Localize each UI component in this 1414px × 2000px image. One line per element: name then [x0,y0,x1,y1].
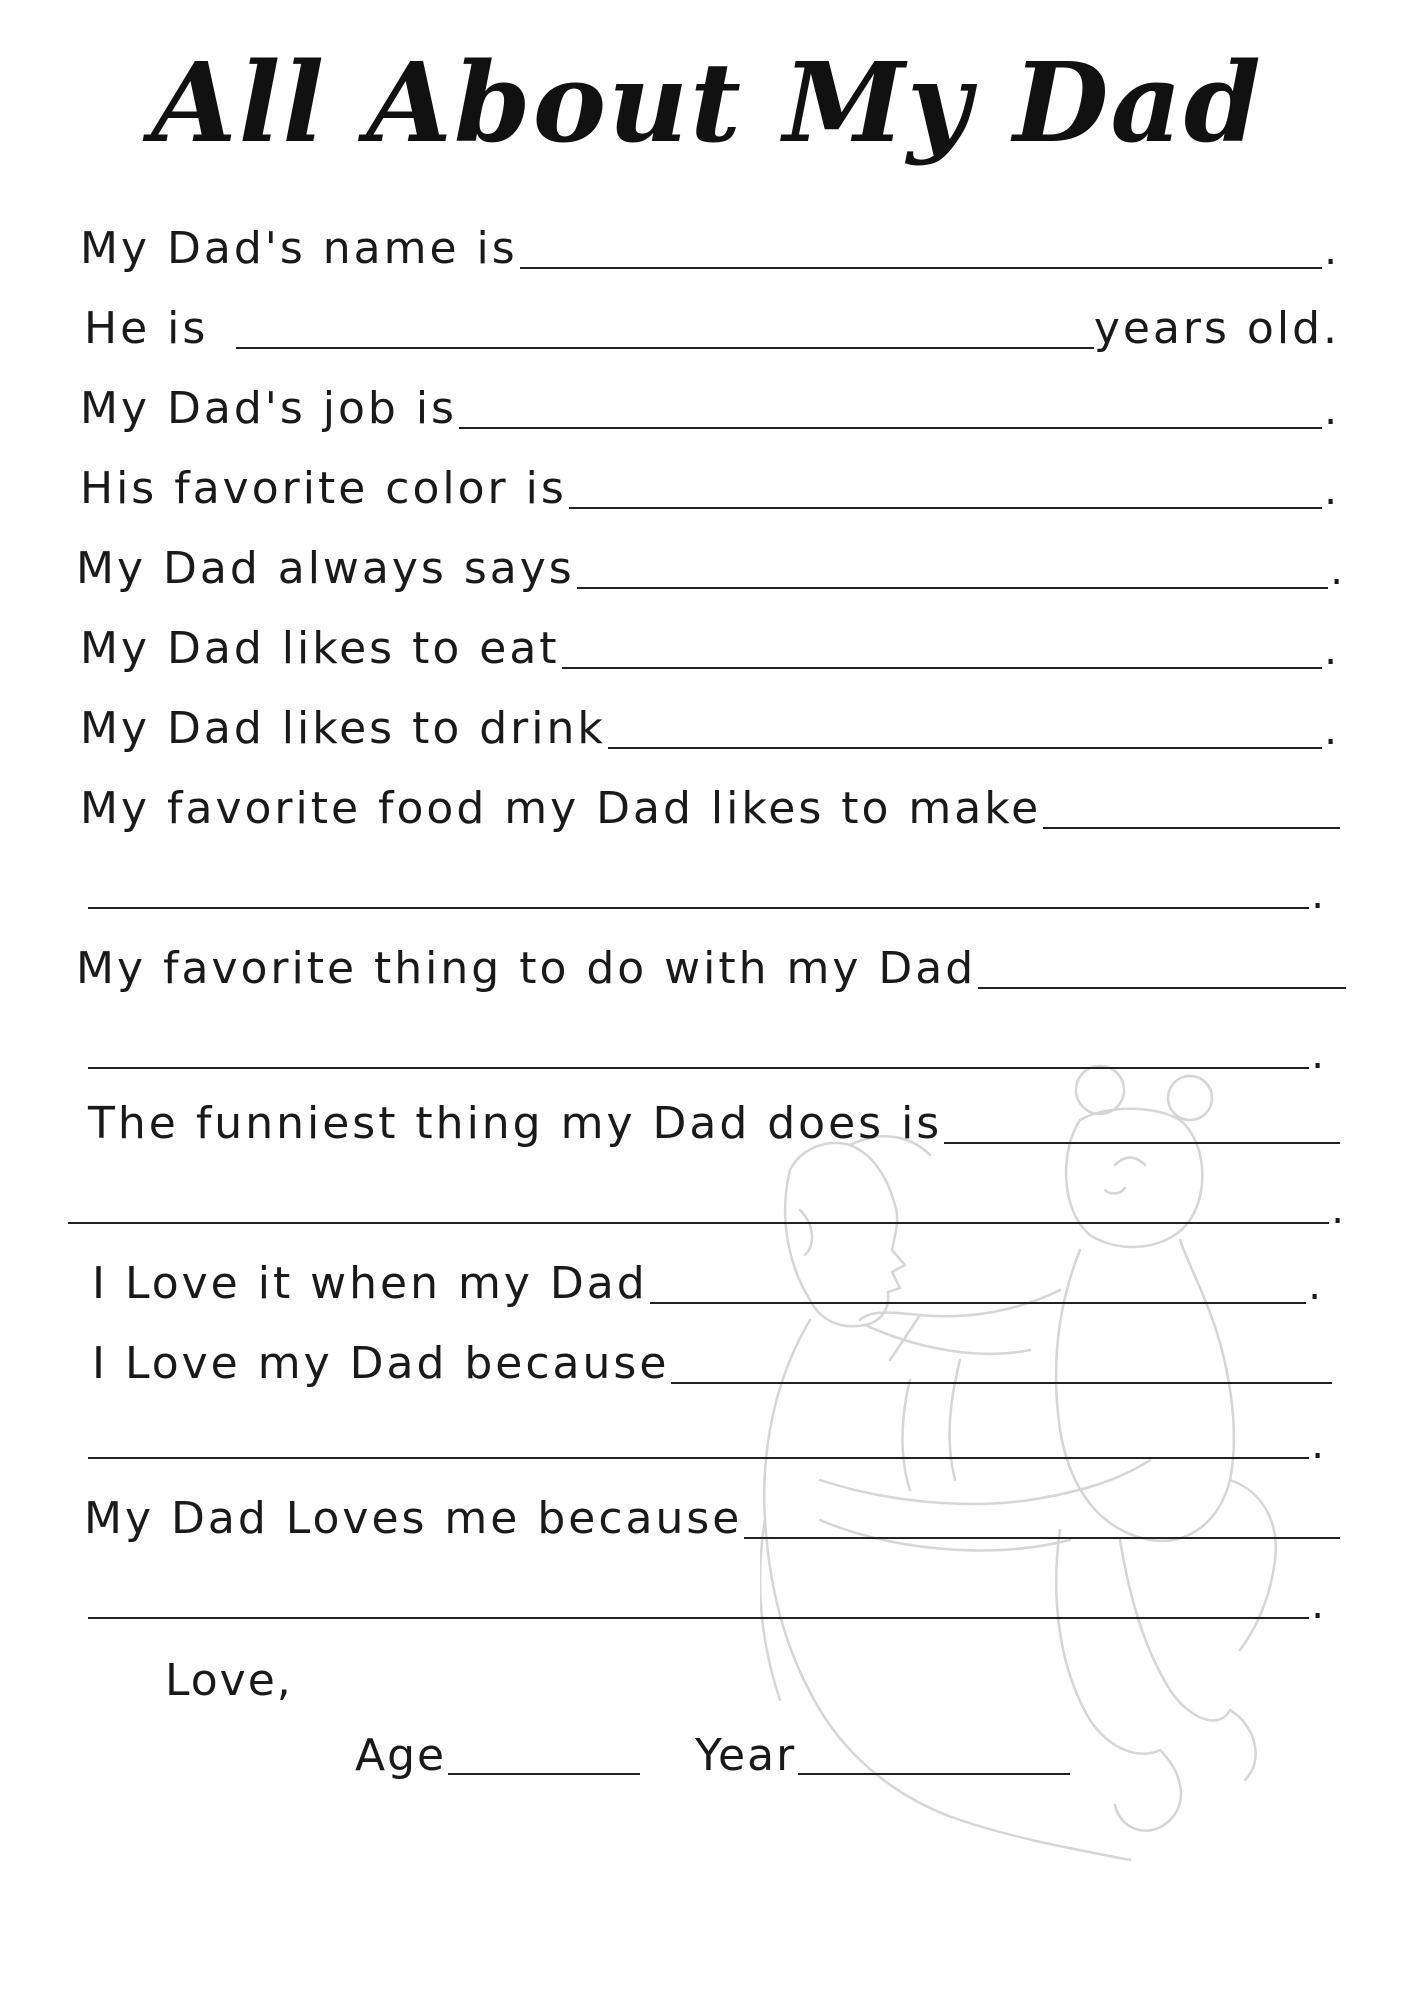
period: . [1308,1263,1324,1309]
dad-name-field[interactable] [80,215,1340,275]
dad-job-label: My Dad's job is [80,383,457,434]
favorite-color-blank[interactable] [569,505,1323,509]
loves-me-continuation[interactable] [88,1582,1324,1628]
dad-job-blank[interactable] [459,425,1322,429]
age-field[interactable] [355,1725,640,1785]
always-says-label: My Dad always says [76,543,575,594]
love-because-field[interactable] [92,1330,1332,1390]
likes-to-drink-label: My Dad likes to drink [80,703,606,754]
period: . [1311,872,1324,918]
age-blank[interactable] [448,1771,640,1775]
dad-name-label: My Dad's name is [80,223,518,274]
favorite-color-field[interactable] [80,455,1340,515]
love-signoff: Love, [165,1655,293,1706]
period: . [1324,628,1340,674]
period: . [1330,548,1346,594]
loves-me-label: My Dad Loves me because [84,1493,743,1544]
likes-to-eat-label: My Dad likes to eat [80,623,560,674]
food-make-label: My favorite food my Dad likes to make [80,783,1042,834]
always-says-blank[interactable] [577,585,1329,589]
period: . [1311,1422,1324,1468]
thing-do-label: My favorite thing to do with my Dad [76,943,977,994]
period: . [1324,388,1340,434]
period: . [1311,1032,1324,1078]
food-make-field[interactable] [80,775,1340,835]
likes-to-drink-field[interactable] [80,695,1340,755]
year-field[interactable] [695,1725,1070,1785]
loves-me-field[interactable] [84,1485,1340,1545]
love-because-blank[interactable] [671,1380,1332,1384]
likes-to-eat-blank[interactable] [562,665,1323,669]
dad-age-label: He is [84,303,209,354]
period: . [1324,708,1340,754]
dad-age-blank[interactable] [236,345,1094,349]
dad-age-field[interactable] [84,295,1340,355]
period: . [1311,1582,1324,1628]
thing-do-blank[interactable] [978,985,1346,989]
food-make-continuation[interactable] [88,872,1324,918]
thing-do-blank-2[interactable] [88,1065,1309,1069]
thing-do-continuation[interactable] [88,1032,1324,1078]
love-because-label: I Love my Dad because [92,1338,670,1389]
period: . [1324,228,1340,274]
love-when-label: I Love it when my Dad [92,1258,648,1309]
love-because-blank-2[interactable] [88,1455,1309,1459]
year-blank[interactable] [798,1771,1070,1775]
age-label: Age [355,1730,447,1781]
loves-me-blank[interactable] [744,1535,1340,1539]
food-make-blank-2[interactable] [88,905,1309,909]
dad-job-field[interactable] [80,375,1340,435]
dad-age-suffix: years old. [1093,303,1340,354]
dad-name-blank[interactable] [520,265,1323,269]
food-make-blank[interactable] [1043,825,1340,829]
funniest-blank[interactable] [944,1140,1340,1144]
year-label: Year [695,1730,797,1781]
period: . [1331,1187,1344,1233]
loves-me-blank-2[interactable] [88,1615,1309,1619]
likes-to-drink-blank[interactable] [608,745,1322,749]
likes-to-eat-field[interactable] [80,615,1340,675]
funniest-blank-2[interactable] [68,1220,1329,1224]
period: . [1324,468,1340,514]
love-because-continuation[interactable] [88,1422,1324,1468]
favorite-color-label: His favorite color is [80,463,567,514]
funniest-label: The funniest thing my Dad does is [88,1098,943,1149]
always-says-field[interactable] [76,535,1346,595]
page-title: All About My Dad [151,38,1263,167]
thing-do-field[interactable] [76,935,1346,995]
funniest-continuation[interactable] [68,1187,1344,1233]
love-when-blank[interactable] [650,1300,1307,1304]
love-when-field[interactable] [92,1250,1324,1310]
funniest-field[interactable] [88,1090,1340,1150]
